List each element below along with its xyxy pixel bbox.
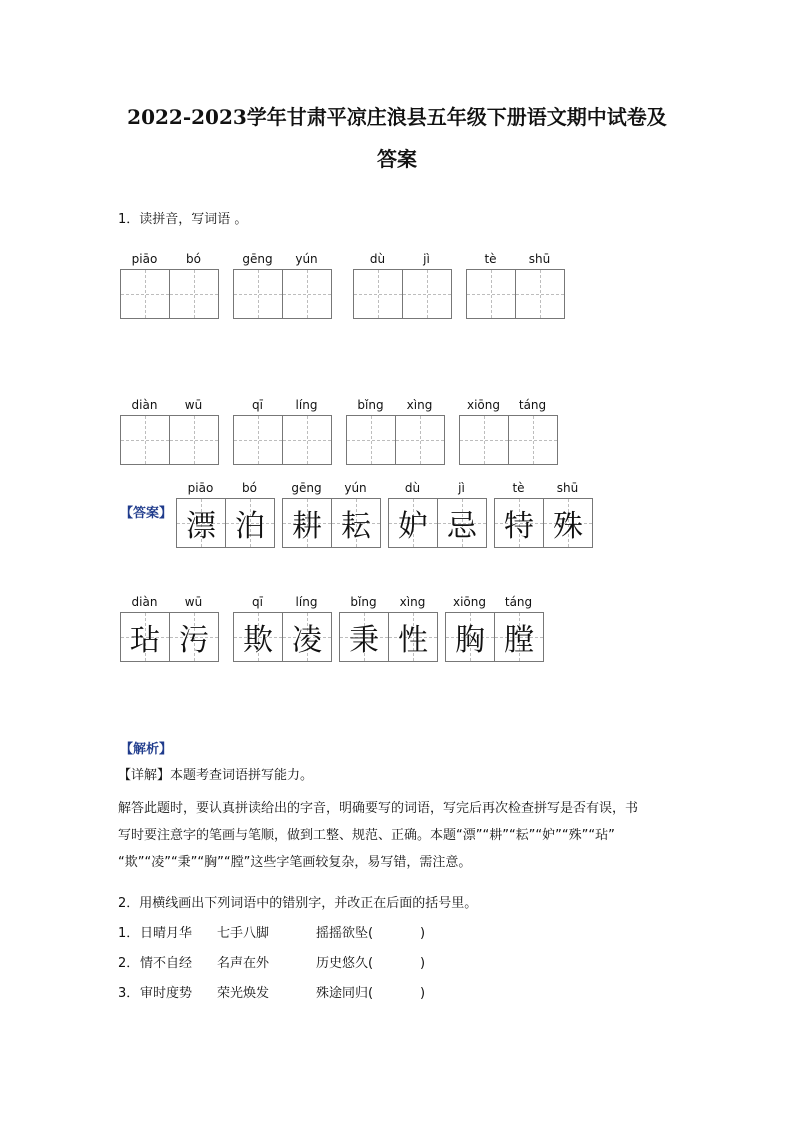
- pinyin: yún: [344, 481, 367, 495]
- word-2: 七手八脚: [217, 926, 270, 941]
- tianzige-grid: [176, 498, 275, 548]
- word-group: [233, 397, 332, 465]
- pinyin: xìng: [399, 595, 426, 609]
- item-number: 3．: [118, 986, 140, 1001]
- word-group: [282, 480, 381, 548]
- answer-char: 特: [504, 509, 534, 544]
- item-number: 1．: [118, 926, 140, 941]
- pinyin-row: [120, 594, 219, 612]
- writing-cell[interactable]: [282, 416, 331, 464]
- answer-cell: [331, 499, 380, 547]
- word-group: [459, 397, 558, 465]
- word-3: 摇摇欲坠(: [316, 926, 374, 941]
- word-group: [494, 480, 593, 548]
- word-2: 荣光焕发: [217, 986, 270, 1001]
- answer-label: 【答案】: [120, 506, 173, 521]
- word-group: [388, 480, 487, 548]
- pinyin: xiōng: [453, 595, 486, 609]
- answer-cell: [388, 613, 437, 661]
- detail-line: 【详解】本题考查词语拼写能力。: [118, 768, 314, 783]
- answer-cell: [494, 613, 543, 661]
- answer-char: 耕: [292, 509, 322, 544]
- answer-cell: [177, 499, 225, 547]
- pinyin: xìng: [406, 398, 433, 412]
- word-group: [120, 397, 219, 465]
- word-1: 审时度势: [140, 986, 193, 1001]
- answer-cell: [543, 499, 592, 547]
- pinyin-row: [494, 480, 593, 498]
- writing-cell[interactable]: [121, 270, 169, 318]
- answer-cell: [446, 613, 494, 661]
- word-group: [233, 594, 332, 662]
- pinyin-row: [346, 397, 445, 415]
- pinyin: xiōng: [467, 398, 500, 412]
- answer-cell: [283, 499, 331, 547]
- pinyin: shū: [528, 252, 551, 266]
- answer-cell: [282, 613, 331, 661]
- word-2: 名声在外: [217, 956, 270, 971]
- writing-cell[interactable]: [395, 416, 444, 464]
- word-group: [353, 251, 452, 319]
- tianzige-grid: [339, 612, 438, 662]
- writing-cell[interactable]: [354, 270, 402, 318]
- pinyin-row: [282, 480, 381, 498]
- pinyin: shū: [556, 481, 579, 495]
- answer-char: 凌: [292, 623, 322, 658]
- pinyin-row: [120, 397, 219, 415]
- pinyin: tè: [512, 481, 525, 495]
- pinyin: táng: [518, 398, 547, 412]
- answer-blank[interactable]: [378, 925, 418, 943]
- word-3: 历史悠久(: [316, 956, 374, 971]
- analysis-paragraph: [118, 795, 678, 876]
- analysis-line-2: 写时要注意字的笔画与笔顺，做到工整、规范、正确。本题“漂”“耕”“耘”“妒”“殊”“玷”: [118, 828, 615, 843]
- tianzige-grid[interactable]: [233, 269, 332, 319]
- answer-bracket-close: ): [420, 926, 426, 941]
- answer-char: 胸: [455, 623, 485, 658]
- writing-cell[interactable]: [515, 270, 564, 318]
- pinyin: bǐng: [350, 595, 377, 609]
- tianzige-grid: [494, 498, 593, 548]
- pinyin-row: [233, 251, 332, 269]
- pinyin: bó: [242, 481, 257, 495]
- answer-char: 泊: [235, 509, 265, 544]
- pinyin-row: [120, 251, 219, 269]
- analysis-label: 【解析】: [120, 742, 173, 757]
- pinyin: líng: [295, 595, 318, 609]
- tianzige-grid: [282, 498, 381, 548]
- answer-char: 膛: [504, 623, 534, 658]
- pinyin-row: [353, 251, 452, 269]
- answer-char: 欺: [243, 623, 273, 658]
- tianzige-grid: [388, 498, 487, 548]
- writing-cell[interactable]: [347, 416, 395, 464]
- tianzige-grid[interactable]: [346, 415, 445, 465]
- word-group: [445, 594, 544, 662]
- writing-cell[interactable]: [169, 416, 218, 464]
- question-1-text: 1．读拼音，写词语 。: [118, 212, 248, 227]
- word-group: [339, 594, 438, 662]
- pinyin: wū: [184, 595, 203, 609]
- pinyin-row: [459, 397, 558, 415]
- tianzige-grid[interactable]: [120, 269, 219, 319]
- word-3: 殊途同归(: [316, 986, 374, 1001]
- answer-char: 玷: [130, 623, 160, 658]
- writing-cell[interactable]: [402, 270, 451, 318]
- pinyin-row: [466, 251, 565, 269]
- word-group: [120, 594, 219, 662]
- analysis-line-3: “欺”“凌”“秉”“胸”“膛”这些字笔画较复杂，易写错，需注意。: [118, 855, 472, 870]
- pinyin: táng: [504, 595, 533, 609]
- answer-cell: [169, 613, 218, 661]
- pinyin: qī: [252, 398, 263, 412]
- pinyin-row: [233, 397, 332, 415]
- writing-cell[interactable]: [467, 270, 515, 318]
- pinyin-row: [445, 594, 544, 612]
- tianzige-grid: [445, 612, 544, 662]
- analysis-line-1: 解答此题时，要认真拼读给出的字音，明确要写的词语，写完后再次检查拼写是否有误，书: [118, 801, 639, 816]
- pinyin: bó: [186, 252, 201, 266]
- answer-char: 秉: [349, 623, 379, 658]
- answer-char: 殊: [553, 509, 583, 544]
- pinyin: diàn: [131, 595, 158, 609]
- word-group: [120, 251, 219, 319]
- tianzige-grid[interactable]: [233, 415, 332, 465]
- tianzige-grid: [120, 612, 219, 662]
- tianzige-grid[interactable]: [120, 415, 219, 465]
- pinyin: bǐng: [357, 398, 384, 412]
- answer-char: 妒: [398, 509, 428, 544]
- pinyin-row: [388, 480, 487, 498]
- pinyin: gēng: [291, 481, 322, 495]
- writing-cell[interactable]: [460, 416, 508, 464]
- writing-cell[interactable]: [234, 416, 282, 464]
- answer-bracket-close: ): [420, 986, 426, 1001]
- page-title-line1: 2022-2023学年甘肃平凉庄浪县五年级下册语文期中试卷及: [127, 105, 667, 129]
- pinyin: jì: [458, 481, 465, 495]
- pinyin: gēng: [242, 252, 273, 266]
- answer-blank[interactable]: [378, 985, 418, 1003]
- pinyin: piāo: [187, 481, 214, 495]
- answer-cell: [389, 499, 437, 547]
- answer-cell: [437, 499, 486, 547]
- pinyin-row: [339, 594, 438, 612]
- pinyin: qī: [252, 595, 263, 609]
- answer-cell: [121, 613, 169, 661]
- pinyin: dù: [369, 252, 386, 266]
- pinyin: dù: [404, 481, 421, 495]
- word-1: 日晴月华: [140, 926, 193, 941]
- tianzige-grid[interactable]: [353, 269, 452, 319]
- page-title-line2: 答案: [377, 147, 417, 171]
- pinyin: yún: [295, 252, 318, 266]
- answer-char: 漂: [186, 509, 216, 544]
- answer-blank[interactable]: [378, 955, 418, 973]
- word-group: [346, 397, 445, 465]
- pinyin: líng: [295, 398, 318, 412]
- tianzige-grid[interactable]: [459, 415, 558, 465]
- answer-cell: [225, 499, 274, 547]
- answer-cell: [234, 613, 282, 661]
- writing-cell[interactable]: [121, 416, 169, 464]
- pinyin: piāo: [131, 252, 158, 266]
- writing-cell[interactable]: [234, 270, 282, 318]
- writing-cell[interactable]: [169, 270, 218, 318]
- answer-cell: [340, 613, 388, 661]
- answer-char: 污: [179, 623, 209, 658]
- word-1: 情不自经: [140, 956, 193, 971]
- pinyin-row: [233, 594, 332, 612]
- word-group: [176, 480, 275, 548]
- answer-char: 忌: [447, 509, 477, 544]
- word-group: [466, 251, 565, 319]
- pinyin: diàn: [131, 398, 158, 412]
- word-group: [233, 251, 332, 319]
- tianzige-grid: [233, 612, 332, 662]
- answer-char: 性: [398, 623, 428, 658]
- writing-cell[interactable]: [508, 416, 557, 464]
- item-number: 2．: [118, 956, 140, 971]
- tianzige-grid[interactable]: [466, 269, 565, 319]
- pinyin-row: [176, 480, 275, 498]
- pinyin: wū: [184, 398, 203, 412]
- pinyin: tè: [484, 252, 497, 266]
- question-2-text: 2．用横线画出下列词语中的错别字，并改正在后面的括号里。: [118, 896, 478, 911]
- writing-cell[interactable]: [282, 270, 331, 318]
- answer-cell: [495, 499, 543, 547]
- answer-char: 耘: [341, 509, 371, 544]
- answer-bracket-close: ): [420, 956, 426, 971]
- pinyin: jì: [423, 252, 430, 266]
